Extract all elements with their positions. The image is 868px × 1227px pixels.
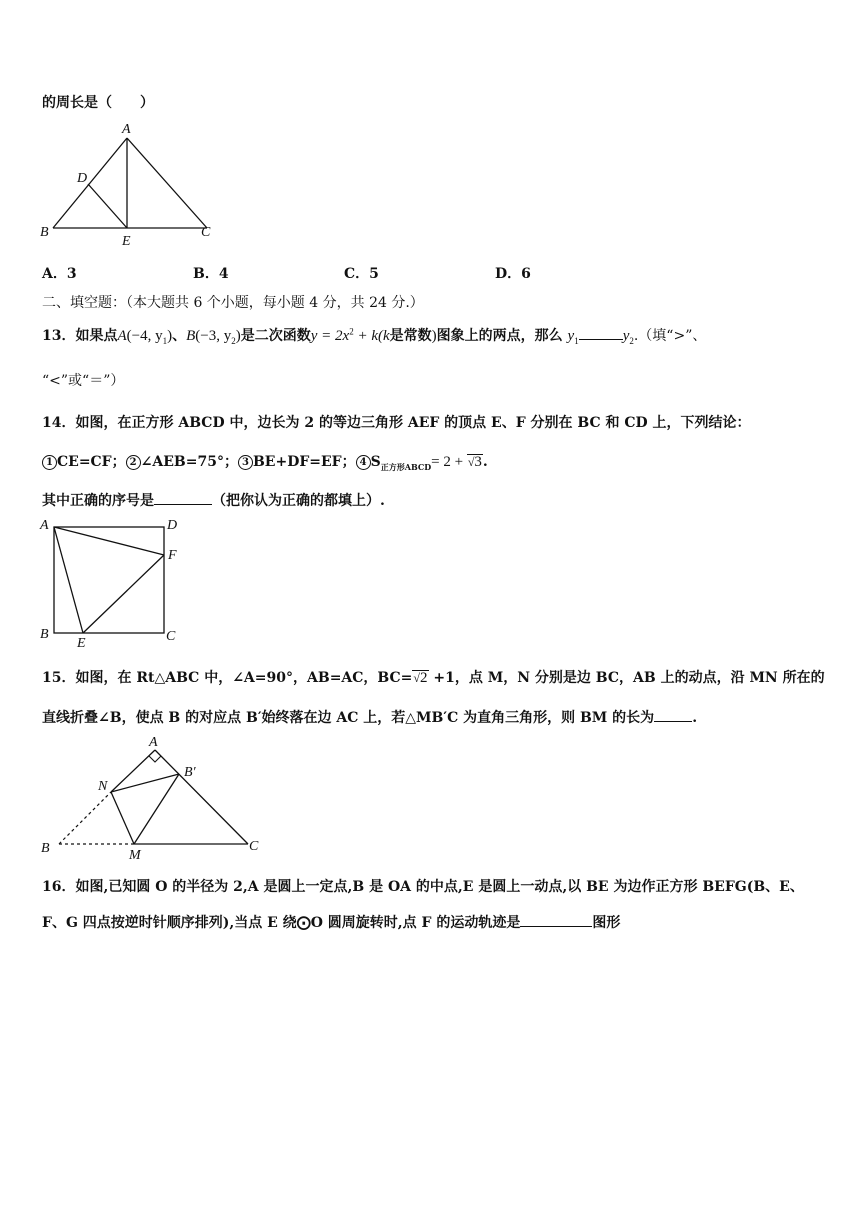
choice-c: C．5 xyxy=(344,266,379,282)
choice-b: B．4 xyxy=(193,266,229,282)
label-F: F xyxy=(168,548,177,563)
q13-line1: 13．如果点A(−4, $y_1$)、B(−3, $y_2$)是二次函数$y = 2x^2 + k(k$是常数)图象上的两点，那么 $y_1$ $y_2$.（填“>”、 xyxy=(42,326,707,346)
q16-line2: F、G 四点按逆时针顺序排列),当点 E 绕⨀O 圆周旋转时,点 F 的运动轨迹是 图形 xyxy=(42,915,621,931)
q13-y2: y xyxy=(622,328,630,344)
label-E: E xyxy=(77,636,86,650)
label-M: M xyxy=(129,848,141,862)
q13-const: 是常数 xyxy=(389,328,432,344)
label-B: B xyxy=(41,841,50,856)
q13-pointB-coord: (−3, y xyxy=(195,328,232,344)
q13-num: 13．如果点 xyxy=(42,328,118,344)
label-B: B xyxy=(40,225,49,240)
label-C: C xyxy=(201,225,211,240)
q13-fill: .（填“>”、 xyxy=(633,328,707,344)
q16-line1: 16．如图,已知圆 O 的半径为 2,A 是圆上一定点,B 是 OA 的中点,E 是圆上一动点,以 BE 为边作正方形 BEFG(B、E、 xyxy=(42,879,804,895)
q15-figure xyxy=(36,730,268,862)
seg-EF xyxy=(83,555,164,633)
q13-pointA: A xyxy=(117,328,127,344)
seg-AC xyxy=(127,138,207,228)
sqrt-3: √3 xyxy=(467,454,482,470)
odot-symbol: ⨀ xyxy=(296,915,311,931)
q13-pointB: B xyxy=(186,328,196,344)
q13-sep: 、 xyxy=(172,328,187,344)
seg-AC xyxy=(155,750,248,844)
label-B: B xyxy=(40,627,49,642)
square-ABCD xyxy=(54,527,164,633)
label-Bp: B′ xyxy=(184,765,196,780)
seg-DE xyxy=(88,184,127,228)
q13-answer-blank[interactable] xyxy=(579,327,623,340)
seg-NM xyxy=(111,792,134,844)
choice-d: D．6 xyxy=(495,266,531,282)
q13-func: y = 2x xyxy=(310,328,350,344)
q13-pointA-coord: (−4, y xyxy=(126,328,163,344)
label-C: C xyxy=(249,839,259,854)
q13-line2: “<”或“＝”） xyxy=(42,373,125,389)
right-angle-mark xyxy=(149,756,161,762)
q16-answer-blank[interactable] xyxy=(520,914,592,927)
q13-rest: 图象上的两点，那么 xyxy=(436,328,563,344)
label-A: A xyxy=(40,518,49,533)
label-A: A xyxy=(149,735,158,750)
q13-y1: y xyxy=(567,328,575,344)
label-D: D xyxy=(77,171,88,186)
sqrt-2: √2 xyxy=(413,670,428,686)
q14-figure xyxy=(36,512,186,650)
q14-line1: 14．如图，在正方形 ABCD 中，边长为 2 的等边三角形 AEF 的顶点 E、F 分别在 BC 和 CD 上，下列结论： xyxy=(42,415,751,431)
q15-answer-blank[interactable] xyxy=(654,709,692,722)
choice-a: A．3 xyxy=(42,266,77,282)
seg-AF xyxy=(54,527,164,555)
label-D: D xyxy=(167,518,178,533)
q12-figure xyxy=(36,118,216,250)
circle-3: 3 xyxy=(238,455,253,470)
label-E: E xyxy=(122,234,131,249)
q15-line1: 15．如图，在 Rt△ABC 中，∠A=90°，AB=AC，BC=√2 +1，点 M，N 分别是边 BC，AB 上的动点，沿 MN 所在的 xyxy=(42,670,825,686)
q13-func-tail: + k(k xyxy=(353,328,390,344)
circle-1: 1 xyxy=(42,455,57,470)
q12-stem-tail: 的周长是（ ） xyxy=(42,95,154,111)
label-C: C xyxy=(166,629,176,644)
q14-line3: 其中正确的序号是 （把你认为正确的都填上）. xyxy=(42,493,385,509)
seg-AE xyxy=(54,527,83,633)
q14-conclusions: 1 CE=CF； 2 ∠AEB=75°； 3 BE+DF=EF； 4 $S_{正方形ABCD}= 2 + √3$. xyxy=(42,451,488,473)
circle-2: 2 xyxy=(126,455,141,470)
label-N: N xyxy=(98,779,108,794)
q14-answer-blank[interactable] xyxy=(154,492,212,505)
section-heading: 二、填空题：（本大题共 6 个小题，每小题 4 分，共 24 分.） xyxy=(42,295,424,311)
q15-line2: 直线折叠∠B，使点 B 的对应点 B′始终落在边 AC 上，若△MB′C 为直角三角形，则 BM 的长为 . xyxy=(42,710,698,726)
circle-4: 4 xyxy=(356,455,371,470)
label-A: A xyxy=(122,122,131,137)
q13-mid: 是二次函数 xyxy=(240,328,311,344)
seg-BN-dashed xyxy=(59,792,111,844)
